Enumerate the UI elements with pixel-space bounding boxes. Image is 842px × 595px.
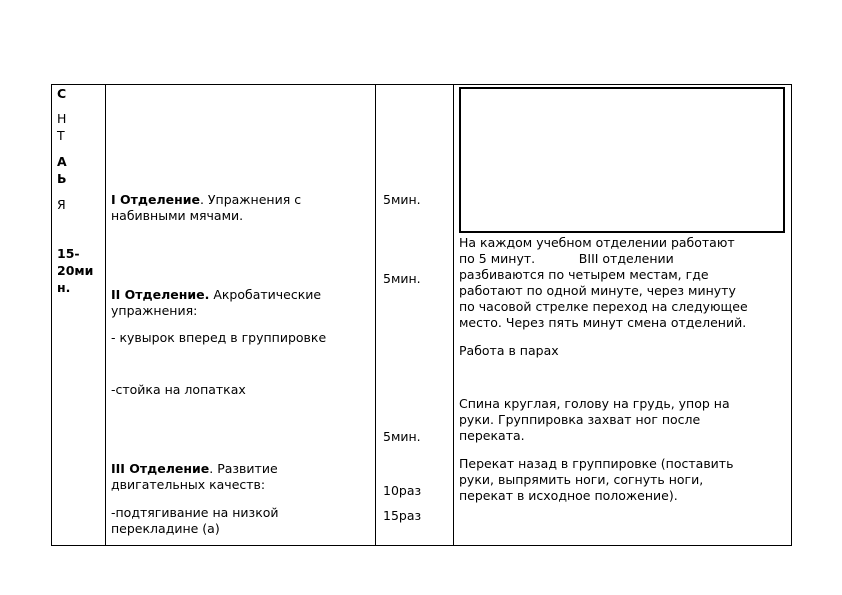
note-line: по 5 минут. ВIII отделении [459,251,674,266]
note-line: руки, выпрямить ноги, согнуть ноги, [459,472,704,487]
section-3-text-line2: двигательных качеств: [111,477,266,492]
column-divider [375,84,376,546]
exercise-item-1: - кувырок вперед в группировке [111,330,327,345]
section-3-title: III Отделение [111,461,210,476]
note-line: Перекат назад в группировке (поставить [459,456,734,471]
column-divider [453,84,454,546]
note-line: разбиваются по четырем местам, где [459,267,709,282]
dosage-3: 5мин. [383,429,421,444]
note-line: переката. [459,428,525,443]
letter-5: Ь [57,171,67,186]
section-1-title: I Отделение [111,192,200,207]
note-line: по часовой стрелке переход на следующее [459,299,748,314]
dosage-5: 15раз [383,508,422,523]
dosage-2: 5мин. [383,271,421,286]
letter-6: Я [57,197,66,212]
image-placeholder-box [459,87,785,233]
letter-3: Т [57,128,65,143]
time-line-3: н. [57,280,71,295]
exercise-item-3-line1: -подтягивание на низкой [111,505,279,520]
letter-1: С [57,86,67,101]
note-line: На каждом учебном отделении работают [459,235,735,250]
section-1-text: . Упражнения с [199,192,302,207]
pair-work-note: Работа в парах [459,343,559,358]
note-line: место. Через пять минут смена отделений. [459,315,747,330]
exercise-item-2: -стойка на лопатках [111,382,246,397]
dosage-1: 5мин. [383,192,421,207]
section-2-heading [111,287,321,303]
section-3-text: . Развитие [209,461,278,476]
note-line: руки. Группировка захват ног после [459,412,701,427]
section-1-text-line2: набивными мячами. [111,208,244,223]
time-line-1: 15- [57,246,80,261]
note-line: Спина круглая, голову на грудь, упор на [459,396,730,411]
section-2-title: II Отделение. [111,287,210,302]
section-1-heading [111,192,301,208]
section-3-heading [111,461,278,477]
time-line-2: 20ми [57,263,94,278]
note-line: перекат в исходное положение). [459,488,678,503]
letter-2: Н [57,111,67,126]
note-line: работают по одной минуте, через минуту [459,283,736,298]
exercise-item-3-line2: перекладине (а) [111,521,220,536]
section-2-text-line2: упражнения: [111,303,198,318]
dosage-4: 10раз [383,483,422,498]
letter-4: А [57,154,67,169]
column-divider [105,84,106,546]
section-2-text: Акробатические [209,287,322,302]
